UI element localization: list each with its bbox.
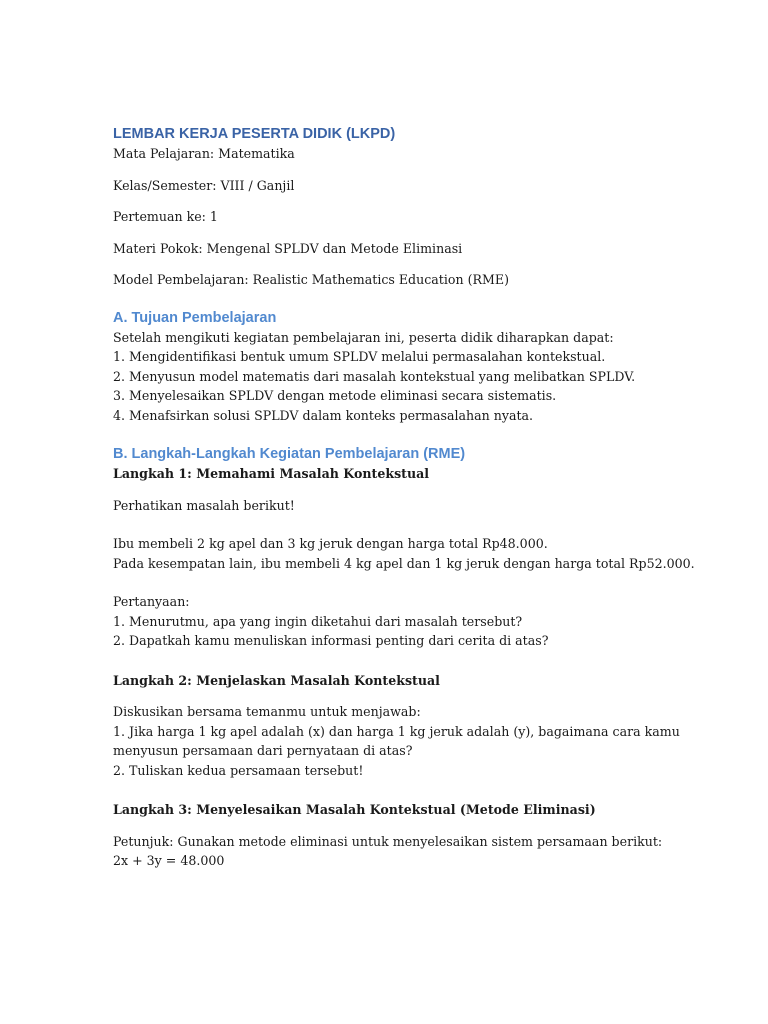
step2-question-line: menyusun persamaan dari pernyataan di atas?: [113, 743, 413, 758]
goal-item: 2. Menyusun model matematis dari masalah kontekstual yang melibatkan SPLDV.: [113, 368, 636, 384]
step2-intro: Diskusikan bersama temanmu untuk menjawab:: [113, 704, 421, 719]
step1-problem-line: Ibu membeli 2 kg apel dan 3 kg jeruk dengan harga total Rp48.000.: [113, 536, 548, 551]
meta-meeting: Pertemuan ke: 1: [113, 209, 218, 224]
step1-question-label: Pertanyaan:: [113, 594, 190, 609]
meta-subject: Mata Pelajaran: Matematika: [113, 146, 295, 161]
step3-title: Langkah 3: Menyelesaikan Masalah Kontekstual (Metode Eliminasi): [113, 802, 596, 817]
document-title: LEMBAR KERJA PESERTA DIDIK (LKPD): [113, 126, 396, 142]
step2-title: Langkah 2: Menjelaskan Masalah Kontekstual: [113, 672, 440, 688]
step1-prompt: Perhatikan masalah berikut!: [113, 497, 295, 513]
section-a-intro: Setelah mengikuti kegiatan pembelajaran ini, peserta didik diharapkan dapat:: [113, 329, 614, 345]
meta-model: Model Pembelajaran: Realistic Mathematics Education (RME): [113, 272, 509, 287]
step1-title: Langkah 1: Memahami Masalah Kontekstual: [113, 466, 430, 481]
lkpd-document: [113, 125, 695, 871]
step1-question: 2. Dapatkah kamu menuliskan informasi penting dari cerita di atas?: [113, 633, 549, 648]
goal-item: 3. Menyelesaikan SPLDV dengan metode eliminasi secara sistematis.: [113, 388, 557, 403]
step3-hint: Petunjuk: Gunakan metode eliminasi untuk menyelesaikan sistem persamaan berikut:: [113, 833, 663, 849]
step1-question: 1. Menurutmu, apa yang ingin diketahui dari masalah tersebut?: [113, 613, 523, 629]
step3-equation: 2x + 3y = 48.000: [113, 853, 225, 868]
step1-problem-line: Pada kesempatan lain, ibu membeli 4 kg apel dan 1 kg jeruk dengan harga total Rp52.000.: [113, 555, 695, 571]
section-b-heading: B. Langkah-Langkah Kegiatan Pembelajaran (RME): [113, 446, 466, 462]
step2-question: 2. Tuliskan kedua persamaan tersebut!: [113, 762, 364, 778]
meta-topic: Materi Pokok: Mengenal SPLDV dan Metode Eliminasi: [113, 240, 463, 256]
goal-item: 1. Mengidentifikasi bentuk umum SPLDV melalui permasalahan kontekstual.: [113, 349, 606, 364]
meta-class-semester: Kelas/Semester: VIII / Ganjil: [113, 177, 295, 193]
section-a-heading: A. Tujuan Pembelajaran: [113, 309, 277, 326]
step2-question-line: 1. Jika harga 1 kg apel adalah (x) dan harga 1 kg jeruk adalah (y), bagaimana cara kamu: [113, 723, 680, 739]
goal-item: 4. Menafsirkan solusi SPLDV dalam konteks permasalahan nyata.: [113, 407, 534, 423]
